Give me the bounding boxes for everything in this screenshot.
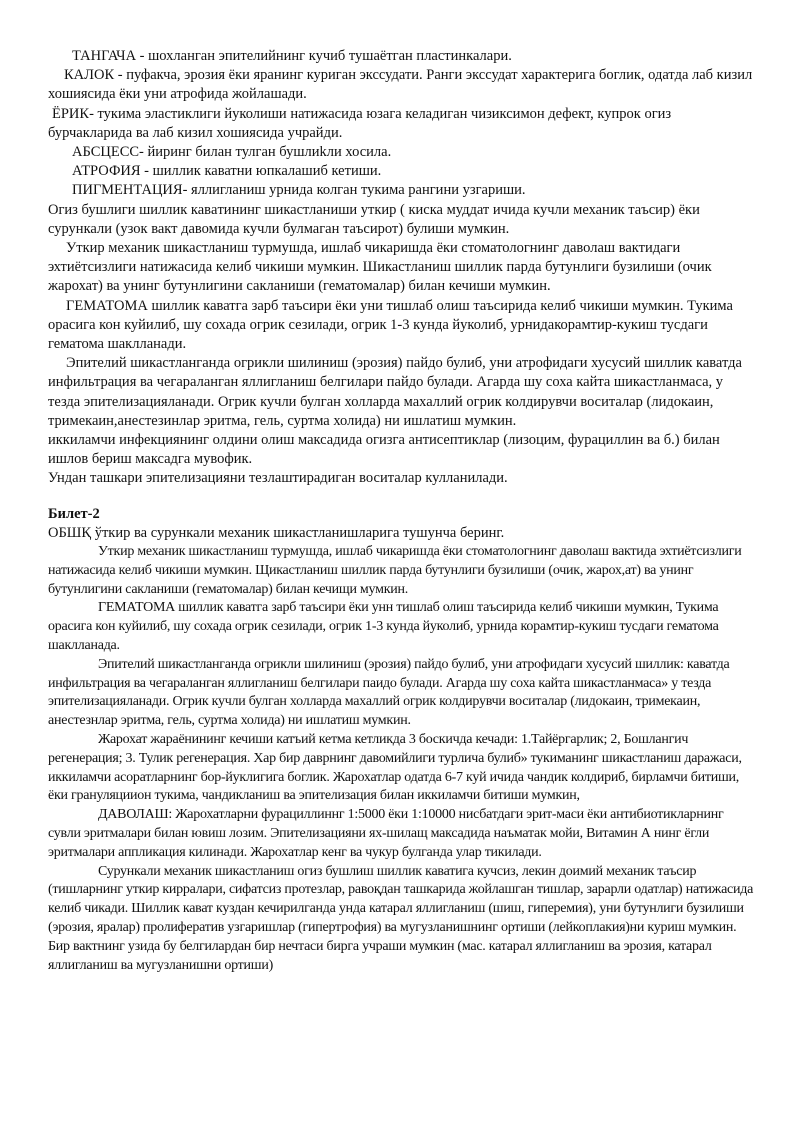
paragraph: АБСЦЕСС- йиринг билан тулган бушлиkли хосила.	[72, 144, 392, 161]
paragraph: ПИГМЕНТАЦИЯ- яллигланиш урнида колган тукима рангини узгариши.	[72, 182, 526, 199]
paragraph: КАЛОК - пуфакча, эрозия ёки яранинг куриган экссудати. Ранги экссудат характерига боглик, одатда лаб кизил хошиясида ёки уни атрофида жойлашади.	[48, 67, 753, 103]
paragraph: ЁРИК- тукима эластиклиги йуколиши натижасида юзага келадиган чизиксимон дефект, купрок огиз бурчакларида ва лаб кизил хошиясида учрайди.	[48, 105, 672, 141]
document-page	[48, 47, 758, 975]
paragraph: ДАВОЛАШ: Жарохатларни фурациллиннг 1:5000 ёки 1:10000 нисбатдаги эрит-маси ёки антибиотикларнинг сувли эритмалари билан ювиш лозим. Эпителизацияни ях-шилащ максадида наъматак мойи, Витамин А нинг ёгли эритмалари аппликация килинади. Жарохатлар кенг ва чукур булганда улар тикилади.	[48, 807, 724, 860]
bilet-question: ОБШҚ ўткир ва сурункали механик шикастланишларига тушунча беринг.	[48, 524, 505, 541]
paragraph: ТАНГАЧА - шохланган эпителийнинг кучиб тушаётган пластинкалари.	[72, 48, 512, 64]
paragraph: ГЕМАТОМА шиллик каватга зарб таъсири ёки унн тишлаб олиш таъсирида келиб чикиши мумкин, Тукима орасига кон куйилиб, шу сохада огрик сезилади, огрик 1-3 кунда йуколиб, урнида корамтир-кукиш тусдаги гематома шаклланада.	[48, 600, 719, 654]
paragraph: Эпителий шикастланганда огрикли шилиниш (эрозия) пайдо булиб, уни атрофидаги хусусий шиллик каватда инфильтрация ва чегараланган яллигланиш белгилари пайдо булади. Агарда шу соха кайта шикастланмаса, у тезда эпителизацияланади. Огрик кучли булган холларда махаллий огрик колдирувчи воситалар (лидокаин, тримекаин,анестезинлар эритма, гель, суртма холида) ни ишлатиш мумкин.	[48, 355, 742, 429]
paragraph: Огиз бушлиги шиллик кавaтининг шикастланиши уткир ( киска муддат ичида кучли механик таъсир) ёки сурункали (узок вакт давомида кучли булмаган таъсирот) булиши мумкин.	[48, 201, 700, 237]
paragraph: Уткир механик шикастланиш турмушда, ишлаб чикаришда ёки стоматологнинг даволаш вактидаги эхтиётсизлиги натижасида келиб чикиши мумкин. Шикастланиш шиллик парда бутунлиги бузилиши (очик жарохат) ва унинг бутунлигини сакланиши (гематомалар) билан кечиши мумкин.	[48, 240, 712, 295]
paragraph: ГЕМАТОМА шиллик каватга зарб таъсири ёки уни тишлаб олиш таъсирида келиб чикиши мумкин. Тукима орасига кон куйилиб, шу сохада огрик сезилади, огрик 1-3 кунда йуколиб, урнидакорамтир-кукиш тусдаги гематома шаклланади.	[48, 297, 733, 353]
paragraph: Жарохат жараёнининг кечиши катъий кетма кетликда 3 боскичда кечади: 1.Тайёргарлик; 2, Бошлангич регенерация; 3. Тулик регенерация. Хар бир даврнинг давомийлиги турлича булиб» тукиманинг шикастланиш даражаси, иккиламчи асоратларнинг бор-йуклигига боглик. Жарохатлар одатда 6-7 куй ичида чандик колдириб, бирламчи битиши, ёки грануляциион тукима, чандикланиш ва эпителизация билан иккиламчи битиши мумкин,	[48, 732, 742, 804]
paragraph: Сурункали механик шикастланиш огиз бушлиш шиллик каватига кучсиз, лекин доимий механик таъсир (тишларнинг уткир кирралари, сифатсиз протезлар, равоқдан ташкарида жойлашган тишлар, зарарли одатлар) натижасида келиб чикади. Шиллик кават куздан кечирилганда унда катарал яллигланиш (шиш, гиперемия), уни бутунлиги бузилиши (эрозия, яралар) пролифератив узгаришлар (гипертрофия) ва мугузланишнинг ортиши (лейкоплакия)ни куриш мумкин. Бир вактнинг узида бу белгилардан бир нечтаси бирга учраши мумкин (мас. катарал яллигланиш ва эрозия, катарал яллигланиш ва мугузланишни ортиши)	[48, 863, 754, 973]
paragraph: АТРОФИЯ - шиллик каватни юпкалашиб кетиши.	[72, 163, 382, 180]
bilet-title: Билет-2	[48, 505, 100, 522]
spacer	[48, 489, 758, 505]
paragraph: Ундан ташкари эпителизацияни тезлаштирадиган воситалар кулланилади.	[48, 470, 508, 487]
section-terms	[48, 47, 758, 489]
section-bilet-2	[48, 505, 758, 976]
paragraph: иккиламчи инфекциянинг олдини олиш максадида огизга антисептиклар (лизоцим, фурациллин ва б.) билан ишлов бериш максадга мувофик.	[48, 432, 720, 468]
paragraph: Уткир механик шикастланиш турмушда, ишлаб чикаришда ёки стоматологнинг даволаш вактида эхтиётсизлиги натижасида келиб чикиши мумкин. Щикастланиш шиллик парда бутунлиги бузилиши (очик, жарох,ат) ва унинг бутунлигини сакланиши (гематомалар) билан кечищи мумкин.	[48, 544, 742, 597]
paragraph: Эпителий шикастланганда огрикли шилиниш (эрозия) пайдо булиб, уни атрофидаги хусусий шиллик: каватда инфильтрация ва чегараланган яллигланиш белгилари паидо булади. Агарда шу соха кайта шикастланмаса» у тезда эпителизацияланади. Огрик кучли булган холларда махаллий огрик колдирувчи воситалар (лидокаин, тримекаин, анестезнлар эритма, гель, суртма холида) ни ишлатиш мумкин.	[48, 656, 730, 729]
